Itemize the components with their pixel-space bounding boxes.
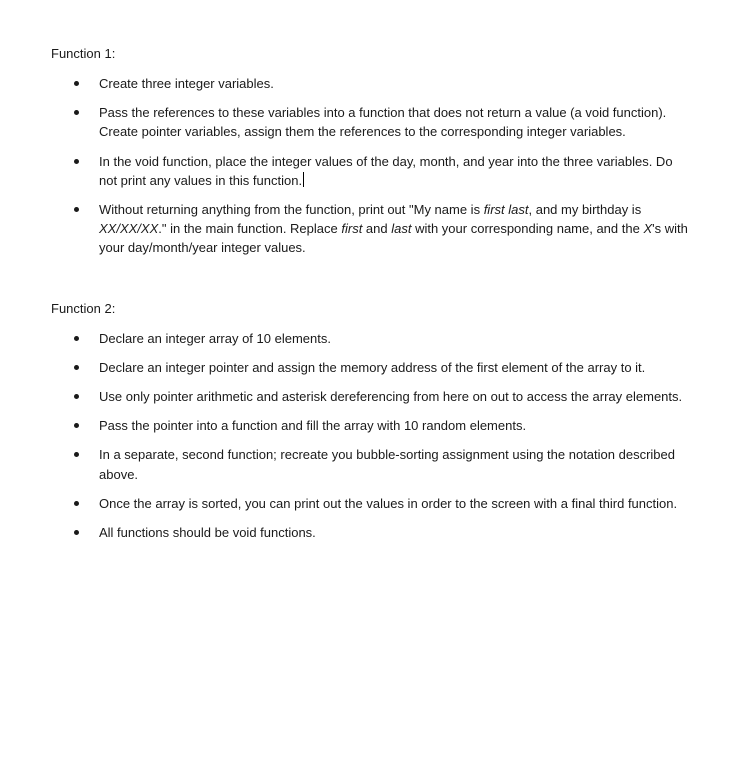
bullet-icon	[74, 394, 79, 399]
text-run: and	[362, 221, 392, 237]
list-item	[51, 152, 691, 190]
list-item-text: In a separate, second function; recreate you bubble-sorting assignment using the notation described above.	[99, 447, 675, 482]
list-item-text: Once the array is sorted, you can print out the values in order to the screen with a final third function.	[99, 495, 678, 511]
list-item	[51, 494, 691, 513]
list-item-text: All functions should be void functions.	[99, 525, 316, 541]
bullet-icon	[74, 365, 79, 370]
list-item-text: Declare an integer pointer and assign the memory address of the first element of the array to it.	[99, 359, 646, 375]
list-item	[51, 358, 691, 377]
italic-run: first last	[483, 202, 529, 218]
italic-run: XX/XX/XX	[99, 221, 159, 237]
italic-run: first	[341, 221, 363, 237]
bullet-icon	[74, 501, 79, 506]
italic-run: last	[391, 221, 412, 237]
list-item	[51, 416, 691, 435]
function-1-list	[51, 74, 691, 258]
text-run: 's with your day/month/year integer values.	[99, 221, 688, 256]
function-2-heading: Function 2:	[51, 300, 116, 316]
function-2-list	[51, 329, 691, 543]
list-item	[51, 74, 691, 93]
bullet-icon	[74, 207, 79, 212]
text-run: ." in the main function. Replace	[158, 221, 342, 237]
italic-run: X	[643, 221, 653, 237]
text-run: Without returning anything from the function, print out "My name is	[99, 202, 484, 218]
list-item	[51, 200, 691, 258]
text-cursor	[303, 172, 304, 187]
list-item-text: Pass the pointer into a function and fill the array with 10 random elements.	[99, 418, 527, 434]
list-item-text: Declare an integer array of 10 elements.	[99, 330, 331, 346]
text-run: , and my birthday is	[528, 202, 642, 218]
bullet-icon	[74, 423, 79, 428]
document-body[interactable]	[51, 44, 691, 552]
bullet-icon	[74, 110, 79, 115]
function-1-heading: Function 1:	[51, 46, 116, 61]
function-1-section	[51, 44, 691, 258]
bullet-icon	[74, 452, 79, 457]
list-item	[51, 523, 691, 542]
text-run: with your corresponding name, and the	[411, 221, 644, 237]
list-item	[51, 329, 691, 348]
bullet-icon	[74, 336, 79, 341]
function-2-section	[51, 299, 691, 543]
list-item	[51, 445, 691, 483]
list-item-text: Pass the references to these variables into a function that does not return a value (a void function). Create pointer variables, assign them the references to the corresponding integer variables.	[99, 105, 667, 140]
list-item-text: Use only pointer arithmetic and asterisk dereferencing from here on out to access the array elements.	[99, 389, 683, 405]
list-item	[51, 103, 691, 141]
bullet-icon	[74, 81, 79, 86]
list-item-text: Create three integer variables.	[99, 76, 274, 91]
list-item	[51, 387, 691, 406]
list-item-text: In the void function, place the integer values of the day, month, and year into the three variables. Do not print any values in this function.	[99, 153, 673, 188]
bullet-icon	[74, 159, 79, 164]
list-item-text	[99, 202, 688, 255]
bullet-icon	[74, 530, 79, 535]
